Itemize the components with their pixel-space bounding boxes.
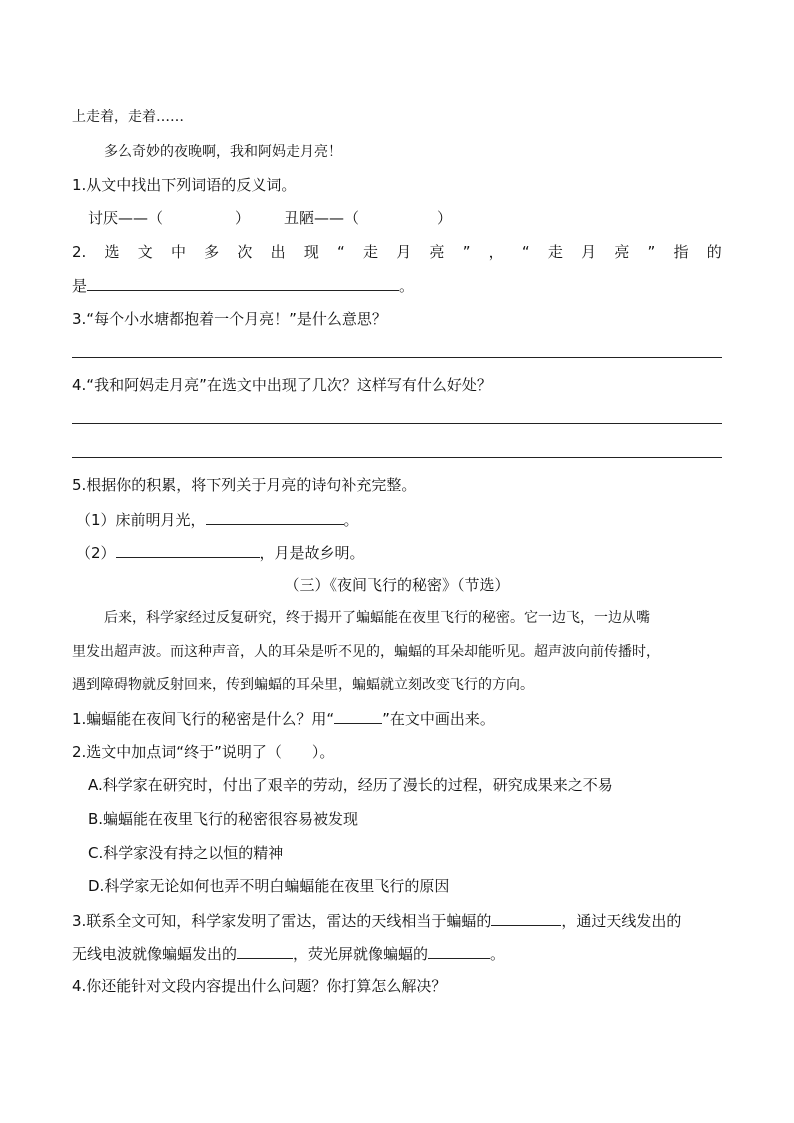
passage-3-line-2: 里发出超声波。而这种声音，人的耳朵是听不见的，蝙蝠的耳朵却能听见。超声波向前传播时， [72, 644, 660, 660]
passage-tail-line: 上走着，走着…… [72, 109, 184, 125]
q2-char: “ [337, 243, 345, 261]
question-2-line2 [72, 274, 724, 297]
p3-q1-suffix: ”在文中画出来。 [382, 710, 495, 728]
p3-q1-underline-sample [334, 710, 382, 724]
passage-3-title: （三）《夜间飞行的秘密》（节选） [284, 576, 510, 594]
q4-answer-line-2[interactable] [72, 457, 722, 458]
antonym-answer-row [88, 207, 740, 229]
q2-char: 文 [137, 243, 153, 261]
option-b[interactable]: B.蝙蝠能在夜里飞行的秘密很容易被发现 [88, 810, 359, 828]
p3-q3-blank-2[interactable] [237, 942, 293, 959]
antonym-a-prefix: 讨厌——（ [88, 209, 164, 227]
antonym-b-prefix: 丑陋——（ [284, 209, 360, 227]
p3-question-2: 2.选文中加点词“终于”说明了（ ）。 [72, 743, 335, 761]
question-3: 3.“每个小水塘都抱着一个月亮！”是什么意思？ [72, 310, 387, 328]
poem-2-suffix: ，月是故乡明。 [259, 544, 365, 562]
q2-char: 现 [303, 243, 319, 261]
poem-1-suffix: 。 [343, 511, 359, 529]
poem-1-blank[interactable] [206, 508, 344, 525]
q2-char: 中 [170, 243, 186, 261]
passage-3-line-3: 遇到障碍物就反射回来，传到蝙蝠的耳朵里，蝙蝠就立刻改变飞行的方向。 [72, 677, 534, 693]
passage-3-line-1: 后来，科学家经过反复研究，终于揭开了蝙蝠能在夜里飞行的秘密。它一边飞，一边从嘴 [104, 610, 650, 626]
q4-answer-line-1[interactable] [72, 423, 722, 424]
q2-char: 亮 [614, 243, 630, 261]
p3-question-1 [72, 708, 724, 730]
q2-char: 指 [673, 243, 689, 261]
q2-line2-prefix: 是 [72, 277, 88, 295]
q2-char: ， [488, 243, 504, 261]
p3-question-3-line-1 [72, 909, 724, 932]
p3-q3-l1-suffix: ，通过天线发出的 [561, 912, 682, 930]
poem-2-blank[interactable] [116, 541, 260, 558]
q2-char: 次 [237, 243, 253, 261]
poem-line-2 [76, 541, 728, 564]
q2-char: 亮 [429, 243, 445, 261]
antonym-b-suffix: ） [437, 209, 453, 227]
poem-2-prefix: （2） [76, 544, 116, 562]
q2-answer-blank[interactable] [87, 274, 399, 291]
q2-char: 选 [104, 243, 120, 261]
antonym-a-suffix: ） [235, 209, 251, 227]
question-5: 5.根据你的积累，将下列关于月亮的诗句补充完整。 [72, 476, 417, 494]
q2-char: ” [462, 243, 471, 261]
q2-char: 月 [581, 243, 597, 261]
poem-1-prefix: （1）床前明月光， [76, 511, 206, 529]
p3-q3-blank-1[interactable] [491, 909, 561, 926]
question-1-antonyms: 1.从文中找出下列词语的反义词。 [72, 176, 297, 194]
q2-char: 走 [547, 243, 563, 261]
question-2-line1 [72, 241, 722, 263]
q2-char: 多 [204, 243, 220, 261]
q2-char: “ [521, 243, 530, 261]
p3-q1-prefix: 1.蝙蝠能在夜间飞行的秘密是什么？用“ [72, 710, 335, 728]
p3-question-4: 4.你还能针对文段内容提出什么问题？你打算怎么解决？ [72, 977, 447, 995]
q3-answer-line[interactable] [72, 357, 722, 358]
p3-q3-l1-prefix: 3.联系全文可知，科学家发明了雷达，雷达的天线相当于蝙蝠的 [72, 912, 492, 930]
q2-char: 的 [706, 243, 722, 261]
q2-char: 月 [396, 243, 412, 261]
passage-closing-line: 多么奇妙的夜晚啊，我和阿妈走月亮！ [104, 144, 342, 160]
p3-q3-l2-b: ，荧光屏就像蝙蝠的 [293, 945, 429, 963]
poem-line-1 [76, 508, 728, 531]
p3-question-3-line-2 [72, 942, 724, 965]
q2-line2-suffix: 。 [399, 277, 415, 295]
q2-char: 出 [270, 243, 286, 261]
q2-char: 走 [363, 243, 379, 261]
q2-char: ” [647, 243, 656, 261]
option-a[interactable]: A.科学家在研究时，付出了艰辛的劳动，经历了漫长的过程，研究成果来之不易 [88, 776, 613, 794]
p3-q3-blank-3[interactable] [428, 942, 490, 959]
option-d[interactable]: D.科学家无论如何也弄不明白蝙蝠能在夜里飞行的原因 [88, 877, 450, 895]
p3-q3-l2-c: 。 [490, 945, 506, 963]
q2-char: 2. [72, 243, 87, 261]
option-c[interactable]: C.科学家没有持之以恒的精神 [88, 844, 284, 862]
p3-q3-l2-a: 无线电波就像蝙蝠发出的 [72, 945, 238, 963]
question-4: 4.“我和阿妈走月亮”在选文中出现了几次？这样写有什么好处？ [72, 376, 492, 394]
